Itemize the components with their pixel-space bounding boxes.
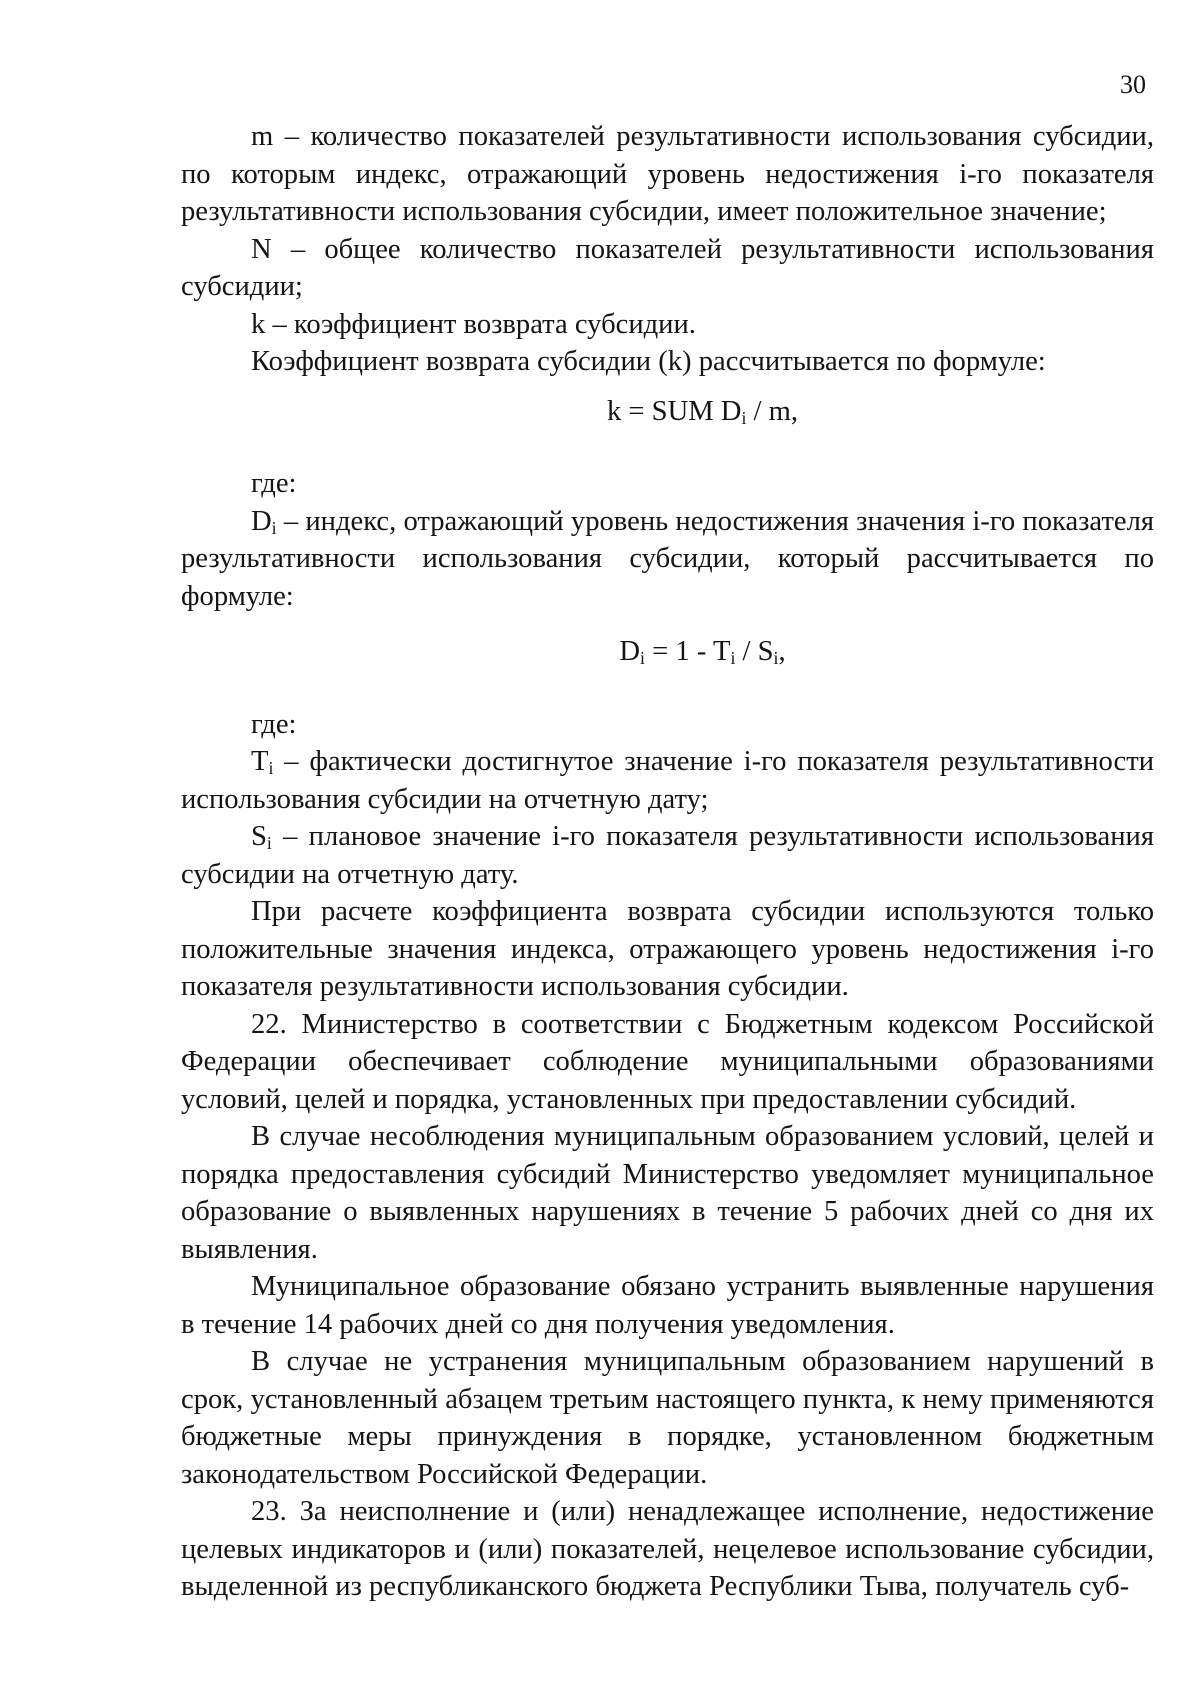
paragraph-clause-23: 23. За неисполнение и (или) ненадлежащее исполнение, недостижение целевых индикаторов и (или) показателей, нецелевое использование субсидии, выделенной из республиканского бюджета Республики Тыва, получатель суб-	[181, 1496, 1154, 1602]
paragraph-k-formula-intro: Коэффициент возврата субсидии (k) рассчитывается по формуле:	[251, 346, 1046, 377]
paragraph-remedy-obligation: Муниципальное образование обязано устранить выявленные нарушения в течение 14 рабочих дней со дня получения уведомления.	[181, 1271, 1154, 1340]
page-number: 30	[1120, 70, 1146, 99]
paragraph-n-definition: N – общее количество показателей результативности использования субсидии;	[181, 233, 1154, 302]
paragraph-where-1: где:	[251, 468, 297, 499]
paragraph-ti-definition: $T_i$ – фактически достигнутое значение i-го показателя результативности использования субсидии на отчетную дату;	[181, 746, 1154, 815]
paragraph-noncompliance-notice: В случае несоблюдения муниципальным образованием условий, целей и порядка предоставления субсидий Министерство уведомляет муниципальное образование о выявленных нарушениях в течение 5 рабочих дней со дня их выявления.	[181, 1121, 1154, 1265]
subscript-index: i	[730, 647, 736, 668]
formula-di: $D_i = 1 - T_i / S_i$,	[619, 636, 786, 668]
paragraph-clause-22: 22. Министерство в соответствии с Бюджетным кодексом Российской Федерации обеспечивает соблюдение муниципальными образованиями условий, целей и порядка, установленных при предоставлении субсидий.	[181, 1008, 1154, 1115]
paragraph-positive-values-note: При расчете коэффициента возврата субсидии используются только положительные значения индекса, отражающего уровень недостижения i-го показателя результативности использования субсидии.	[181, 896, 1154, 1002]
subscript-index: i	[268, 757, 274, 778]
paragraph-di-definition: $D_i$ – индекс, отражающий уровень недостижения значения i-го показателя результативности использования субсидии, который рассчитывается по формуле:	[181, 505, 1154, 612]
subscript-index: i	[266, 832, 272, 853]
subscript-index: i	[271, 517, 277, 538]
paragraph-budget-measures: В случае не устранения муниципальным образованием нарушений в срок, установленный абзацем третьим настоящего пункта, к нему применяются бюджетные меры принуждения в порядке, установленном бюджетным законодательством Российской Федерации.	[181, 1346, 1154, 1490]
document-body	[181, 118, 1154, 1606]
paragraph-k-definition: k – коэффициент возврата субсидии.	[251, 308, 696, 340]
paragraph-m-definition: m – количество показателей результативности использования субсидии, по которым индекс, отражающий уровень недостижения i-го показателя результативности использования субсидии, имеет положительное значение;	[181, 121, 1154, 227]
subscript-index: i	[741, 407, 747, 428]
paragraph-where-2: где:	[251, 708, 297, 740]
subscript-index: i	[773, 647, 779, 668]
formula-k: k = SUM $D_i$ / m,	[606, 395, 799, 428]
paragraph-si-definition: $S_i$ – плановое значение i-го показателя результативности использования субсидии на отчетную дату.	[181, 821, 1154, 890]
subscript-index: i	[640, 647, 645, 668]
